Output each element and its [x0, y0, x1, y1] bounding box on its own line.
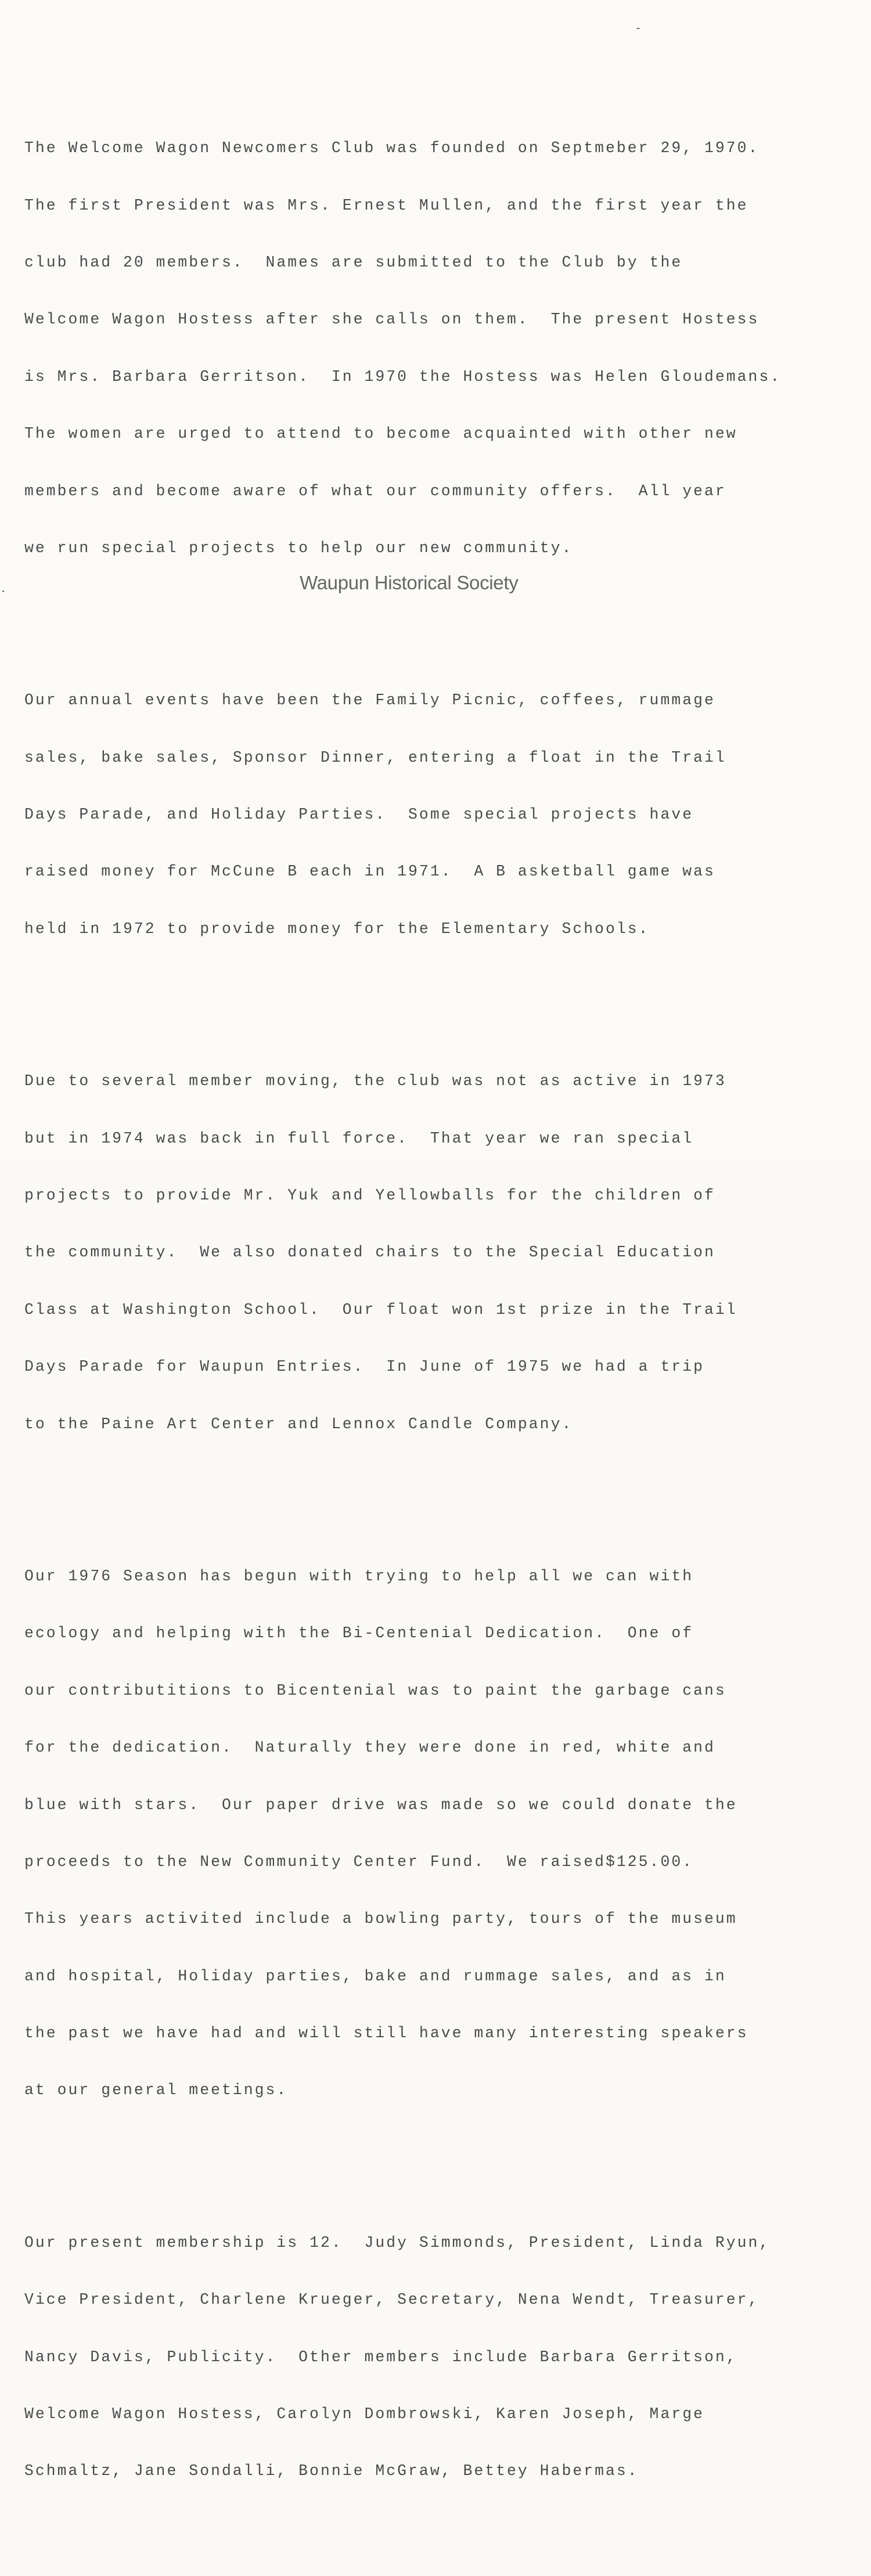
text-line: The women are urged to attend to become acquainted with other new [24, 425, 737, 443]
text-line: members and become aware of what our community offers. All year [24, 482, 726, 500]
text-line: raised money for McCune B each in 1971. A B asketball game was [24, 863, 715, 881]
text-line: blue with stars. Our paper drive was made so we could donate the [24, 1796, 737, 1814]
text-line: and hospital, Holiday parties, bake and rummage sales, and as in [24, 1967, 726, 1985]
paragraph-1973-1975 [24, 1034, 861, 1472]
text-line: the community. We also donated chairs to the Special Education [24, 1244, 715, 1262]
text-line: Welcome Wagon Hostess after she calls on them. The present Hostess [24, 311, 760, 329]
text-line: at our general meetings. [24, 2081, 288, 2099]
paragraph-founding [24, 101, 861, 596]
text-line: projects to provide Mr. Yuk and Yellowballs for the children of [24, 1187, 715, 1205]
text-line: proceeds to the New Community Center Fund. We raised$125.00. [24, 1853, 694, 1871]
text-line: Schmaltz, Jane Sondalli, Bonnie McGraw, Bettey Habermas. [24, 2462, 639, 2480]
text-line: Welcome Wagon Hostess, Carolyn Dombrowski, Karen Joseph, Marge [24, 2405, 704, 2423]
text-line: Our present membership is 12. Judy Simmonds, President, Linda Ryun, [24, 2233, 771, 2251]
text-line: held in 1972 to provide money for the Elementary Schools. [24, 920, 650, 938]
text-line: Days Parade, and Holiday Parties. Some special projects have [24, 806, 694, 824]
paper-speck [2, 590, 4, 592]
text-line: is Mrs. Barbara Gerritson. In 1970 the Hostess was Helen Gloudemans. [24, 368, 782, 386]
paragraph-annual-events [24, 653, 861, 977]
text-line: our contributitions to Bicentenial was to paint the garbage cans [24, 1681, 726, 1699]
text-line: Vice President, Charlene Krueger, Secretary, Nena Wendt, Treasurer, [24, 2291, 760, 2309]
text-line: Our annual events have been the Family Picnic, coffees, rummage [24, 691, 715, 709]
text-line: ecology and helping with the Bi-Centenial Dedication. One of [24, 1624, 694, 1642]
text-line: This years activited include a bowling party, tours of the museum [24, 1910, 737, 1928]
text-line: to the Paine Art Center and Lennox Candle Company. [24, 1415, 573, 1433]
text-line: The first President was Mrs. Ernest Mullen, and the first year the [24, 196, 748, 214]
paragraph-1976-season [24, 1529, 861, 2138]
text-line: Days Parade for Waupun Entries. In June of 1975 we had a trip [24, 1358, 704, 1376]
text-line: sales, bake sales, Sponsor Dinner, entering a float in the Trail [24, 748, 726, 766]
text-line: The Welcome Wagon Newcomers Club was founded on Septmeber 29, 1970. [24, 139, 760, 157]
text-line: Nancy Davis, Publicity. Other members include Barbara Gerritson, [24, 2348, 737, 2366]
typed-letter-body [24, 63, 861, 2576]
text-line: the past we have had and will still have many interesting speakers [24, 2024, 748, 2042]
text-line: Our 1976 Season has begun with trying to help all we can with [24, 1567, 694, 1585]
text-line: club had 20 members. Names are submitted to the Club by the [24, 253, 683, 271]
text-line: Class at Washington School. Our float won 1st prize in the Trail [24, 1300, 737, 1318]
paper-speck [636, 28, 640, 29]
text-line: Due to several member moving, the club was not as active in 1973 [24, 1072, 726, 1090]
watermark: Waupun Historical Society [300, 572, 519, 593]
text-line: we run special projects to help our new community. [24, 539, 573, 557]
paragraph-membership [24, 2195, 861, 2519]
text-line: but in 1974 was back in full force. That year we ran special [24, 1129, 694, 1147]
text-line: for the dedication. Naturally they were done in red, white and [24, 1739, 715, 1757]
